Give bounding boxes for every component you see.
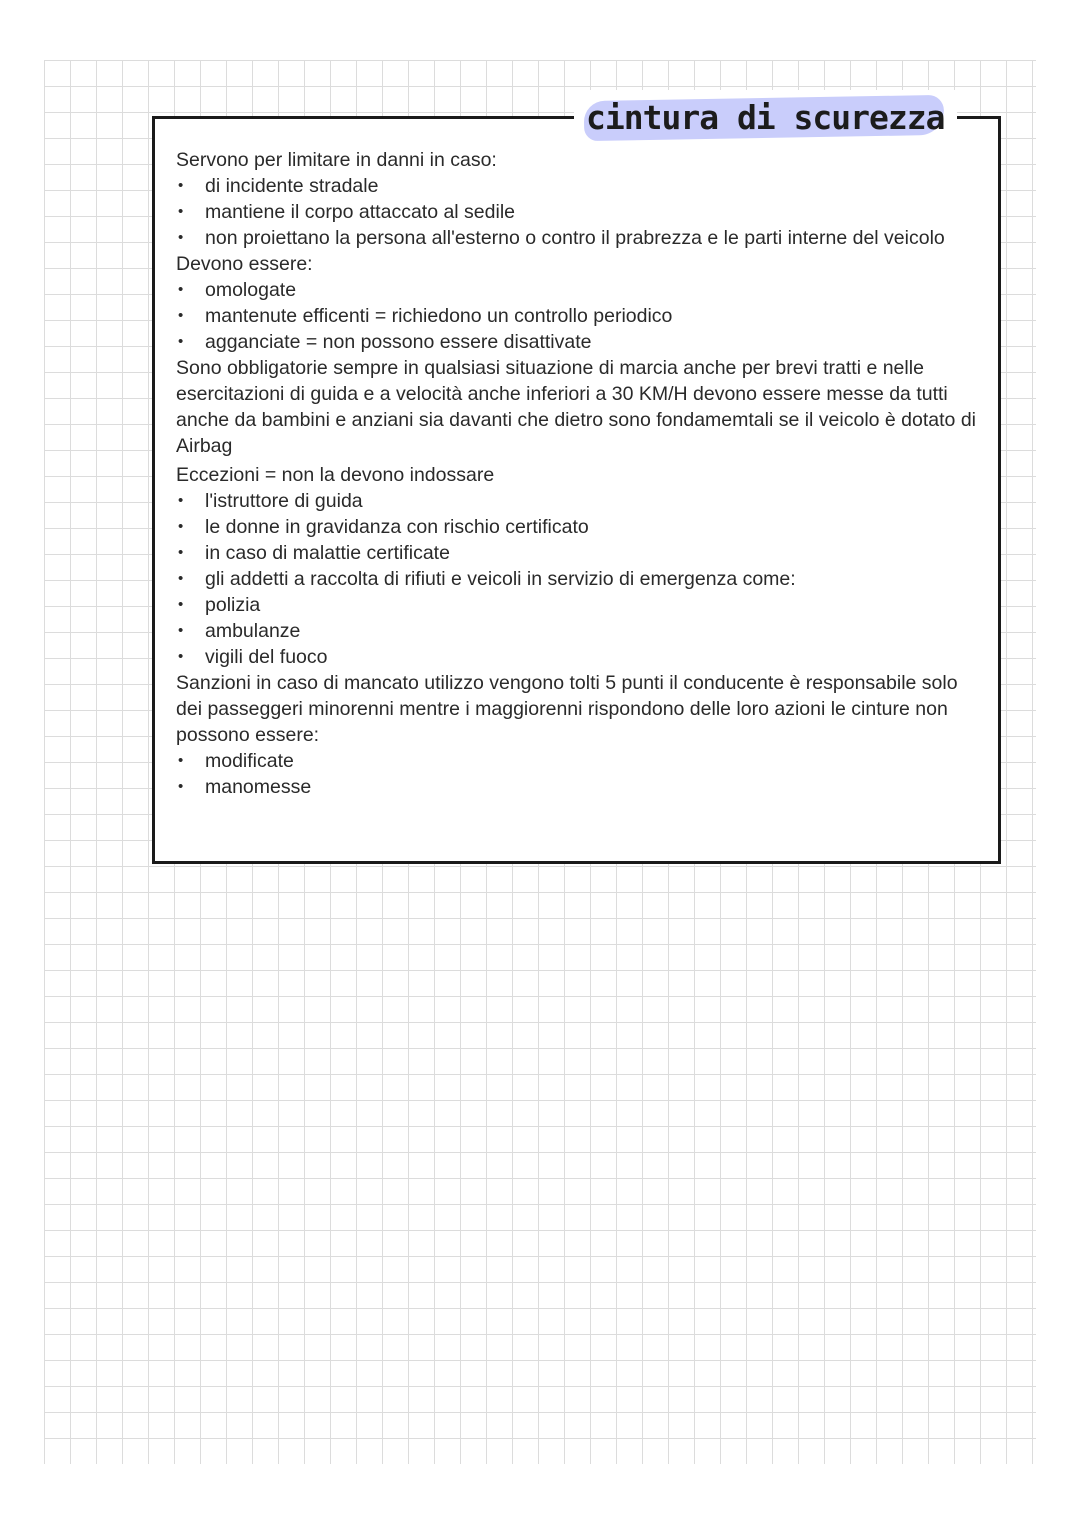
list-item: • mantenute efficenti = richiedono un controllo periodico	[176, 303, 986, 329]
notes-content	[176, 147, 986, 800]
list-item: • omologate	[176, 277, 986, 303]
list-item: • in caso di malattie certificate	[176, 540, 986, 566]
list-item: • ambulanze	[176, 618, 986, 644]
exceptions-paragraph: Eccezioni = non la devono indossare	[176, 464, 495, 486]
requirements-paragraph: Devono essere:	[176, 253, 313, 275]
obligation-paragraph: Sono obbligatorie sempre in qualsiasi situazione di marcia anche per brevi tratti e nelle esercitazioni di guida e a velocità anche inferiori a 30 KM/H devono essere messe da tutti anche da bambini e anziani sia davanti che dietro sono fondamemtali se il veicolo è dotato di Airbag	[176, 357, 976, 457]
list-item: • mantiene il corpo attaccato al sedile	[176, 199, 986, 225]
title-container	[574, 90, 957, 144]
page-title: cintura di scurezza	[586, 97, 945, 137]
sanctions-paragraph: Sanzioni in caso di mancato utilizzo vengono tolti 5 punti il conducente è responsabile solo dei passeggeri minorenni mentre i maggiorenni rispondono delle loro azioni le cinture non possono essere:	[176, 672, 958, 746]
list-item: • non proiettano la persona all'esterno o contro il prabrezza e le parti interne del veicolo	[176, 225, 986, 251]
list-item: • modificate	[176, 748, 986, 774]
requirements-list	[176, 277, 986, 355]
list-item: • di incidente stradale	[176, 173, 986, 199]
list-item: • l'istruttore di guida	[176, 488, 986, 514]
list-item: • manomesse	[176, 774, 986, 800]
list-item: • vigili del fuoco	[176, 644, 986, 670]
intro-paragraph: Servono per limitare in danni in caso:	[176, 149, 497, 171]
list-item: • polizia	[176, 592, 986, 618]
list-item: • le donne in gravidanza con rischio certificato	[176, 514, 986, 540]
sanctions-list	[176, 748, 986, 800]
list-item: • agganciate = non possono essere disattivate	[176, 329, 986, 355]
list-item: • gli addetti a raccolta di rifiuti e veicoli in servizio di emergenza come:	[176, 566, 986, 592]
exceptions-list	[176, 488, 986, 670]
intro-list	[176, 173, 986, 251]
